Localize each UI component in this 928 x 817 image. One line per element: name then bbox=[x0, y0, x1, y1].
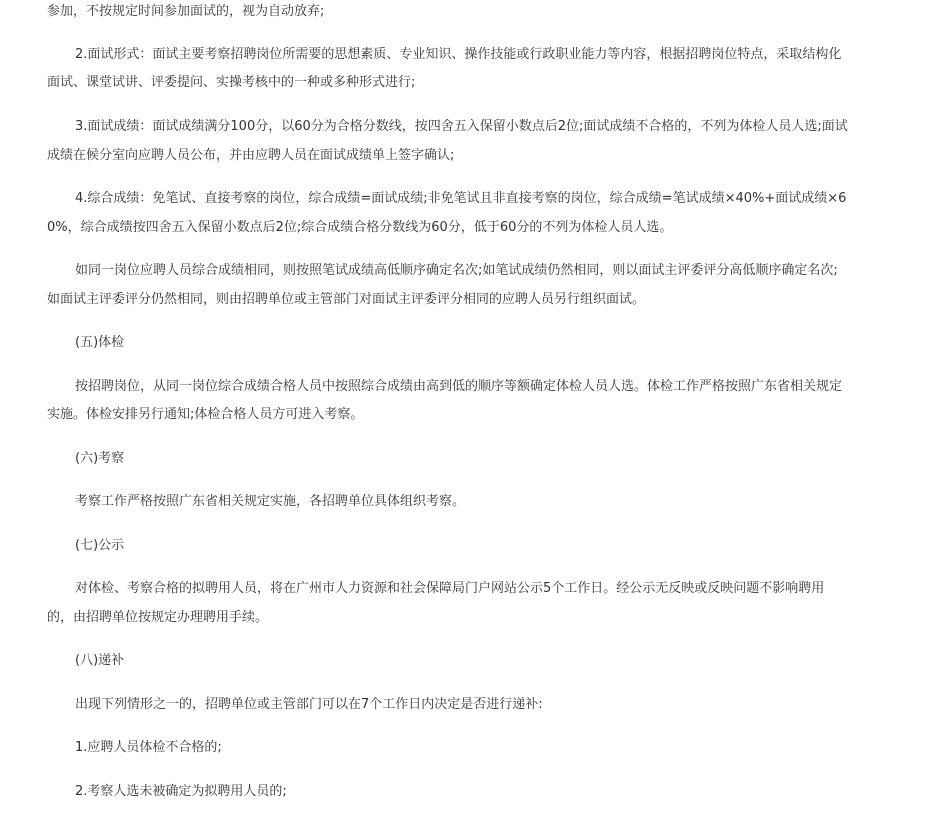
section-heading: (六)考察 bbox=[75, 451, 125, 466]
text-line: 实施。体检安排另行通知;体检合格人员方可进入考察。 bbox=[47, 407, 364, 422]
text-line: 成绩在候分室向应聘人员公布，并由应聘人员在面试成绩单上签字确认; bbox=[47, 148, 455, 163]
text-line: 的，由招聘单位按规定办理聘用手续。 bbox=[47, 610, 269, 625]
text-line: 2.面试形式：面试主要考察招聘岗位所需要的思想素质、专业知识、操作技能或行政职业能力等内容，根据招聘岗位特点，采取结构化 bbox=[75, 47, 842, 62]
text-line: 1.应聘人员体检不合格的; bbox=[75, 740, 222, 755]
text-line: 按招聘岗位，从同一岗位综合成绩合格人员中按照综合成绩由高到低的顺序等额确定体检人员人选。体检工作严格按照广东省相关规定 bbox=[75, 379, 843, 394]
section-heading: (七)公示 bbox=[75, 538, 125, 553]
text-line: 面试、课堂试讲、评委提问、实操考核中的一种或多种形式进行; bbox=[47, 75, 416, 90]
text-line: 对体检、考察合格的拟聘用人员，将在广州市人力资源和社会保障局门户网站公示5个工作日。经公示无反映或反映问题不影响聘用 bbox=[75, 581, 825, 596]
text-line: 0%，综合成绩按四舍五入保留小数点后2位;综合成绩合格分数线为60分，低于60分的不列为体检人员人选。 bbox=[47, 220, 673, 235]
text-line: 参加，不按规定时间参加面试的，视为自动放弃; bbox=[47, 4, 325, 19]
text-line: 出现下列情形之一的，招聘单位或主管部门可以在7个工作日内决定是否进行递补: bbox=[75, 697, 543, 712]
text-line: 3.面试成绩：面试成绩满分100分，以60分为合格分数线，按四舍五入保留小数点后2位;面试成绩不合格的，不列为体检人员人选;面试 bbox=[75, 119, 848, 134]
text-line: 考察工作严格按照广东省相关规定实施，各招聘单位具体组织考察。 bbox=[75, 494, 466, 509]
text-line: 2.考察人选未被确定为拟聘用人员的; bbox=[75, 784, 287, 799]
section-heading: (五)体检 bbox=[75, 335, 125, 350]
text-line: 如面试主评委评分仍然相同，则由招聘单位或主管部门对面试主评委评分相同的应聘人员另行组织面试。 bbox=[47, 292, 646, 307]
text-line: 4.综合成绩：免笔试、直接考察的岗位，综合成绩=面试成绩;非免笔试且非直接考察的岗位，综合成绩=笔试成绩×40%+面试成绩×6 bbox=[75, 191, 847, 206]
text-line: 如同一岗位应聘人员综合成绩相同，则按照笔试成绩高低顺序确定名次;如笔试成绩仍然相同，则以面试主评委评分高低顺序确定名次; bbox=[75, 263, 838, 278]
section-heading: (八)递补 bbox=[75, 653, 125, 668]
